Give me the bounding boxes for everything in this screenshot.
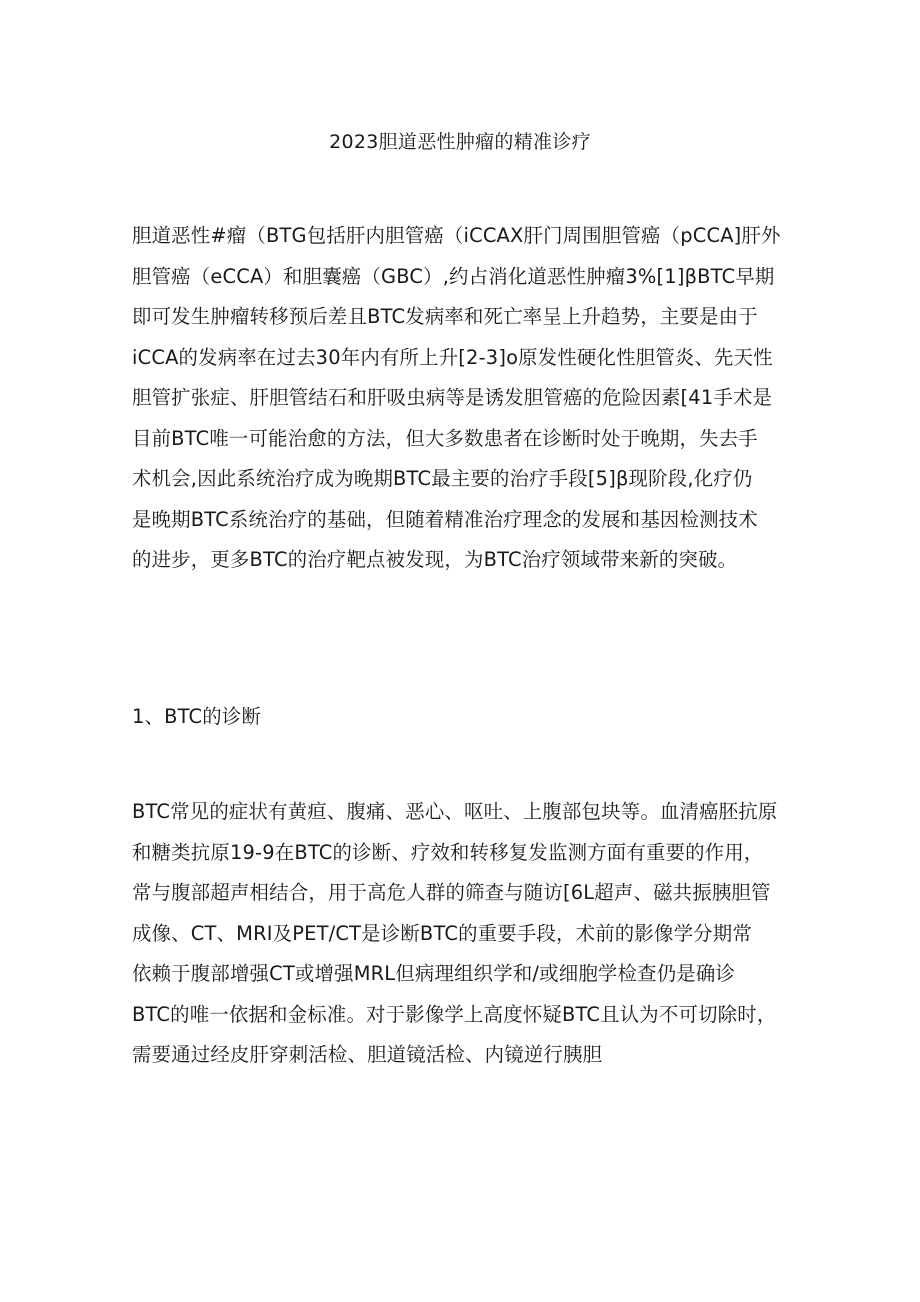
paragraph-line: 成像、CT、MRI及PET/CT是诊断BTC的重要手段，术前的影像学分期常 xyxy=(132,921,752,945)
paragraph-line: 胆道恶性#瘤（BTG包括肝内胆管癌（iCCAX肝门周围胆管癌（pCCA]肝外 xyxy=(132,224,781,247)
paragraph-line: 目前BTC唯一可能治愈的方法，但大多数患者在诊断时处于晚期，失去手 xyxy=(132,426,758,450)
paragraph-line: 的进步，更多BTC的治疗靶点被发现，为BTC治疗领域带来新的突破。 xyxy=(132,548,738,571)
paragraph-line: BTC常见的症状有黄疸、腹痛、恶心、呕吐、上腹部包块等。血清癌胚抗原 xyxy=(132,800,778,823)
paragraph-line: 胆管扩张症、肝胆管结石和肝吸虫病等是诱发胆管癌的危险因素[41手术是 xyxy=(132,386,773,409)
paragraph-line: 需要通过经皮肝穿刺活检、胆道镜活检、内镜逆行胰胆 xyxy=(132,1043,603,1066)
paragraph-line: BTC的唯一依据和金标准。对于影像学上高度怀疑BTC且认为不可切除时， xyxy=(132,1002,777,1026)
section-heading: 1、BTC的诊断 xyxy=(132,705,262,728)
paragraph-line: 和糖类抗原19-9在BTC的诊断、疗效和转移复发监测方面有重要的作用， xyxy=(132,840,764,864)
paragraph-line: 常与腹部超声相结合，用于高危人群的筛查与随访[6L超声、磁共振胰胆管 xyxy=(132,881,771,904)
intro-paragraph xyxy=(132,216,798,581)
paragraph-line: iCCA的发病率在过去30年内有所上升[2-3]o原发性硬化性胆管炎、先天性 xyxy=(132,345,773,369)
paragraph-line: 即可发生肿瘤转移预后差且BTC发病率和死亡率呈上升趋势，主要是由于 xyxy=(132,305,758,328)
paragraph-line: 术机会,因此系统治疗成为晚期BTC最主要的治疗手段[5]β现阶段,化疗仍 xyxy=(132,467,753,490)
paragraph-line: 胆管癌（eCCA）和胆囊癌（GBC）,约占消化道恶性肿瘤3%[1]βBTC早期 xyxy=(132,264,775,288)
paragraph-line: 依赖于腹部增强CT或增强MRL但病理组织学和/或细胞学检查仍是确诊 xyxy=(132,962,736,985)
paragraph-line: 是晚期BTC系统治疗的基础，但随着精准治疗理念的发展和基因检测技术 xyxy=(132,507,758,531)
diagnosis-paragraph xyxy=(132,792,798,1076)
document-title: 2023胆道恶性肿瘤的精准诊疗 xyxy=(329,131,591,153)
